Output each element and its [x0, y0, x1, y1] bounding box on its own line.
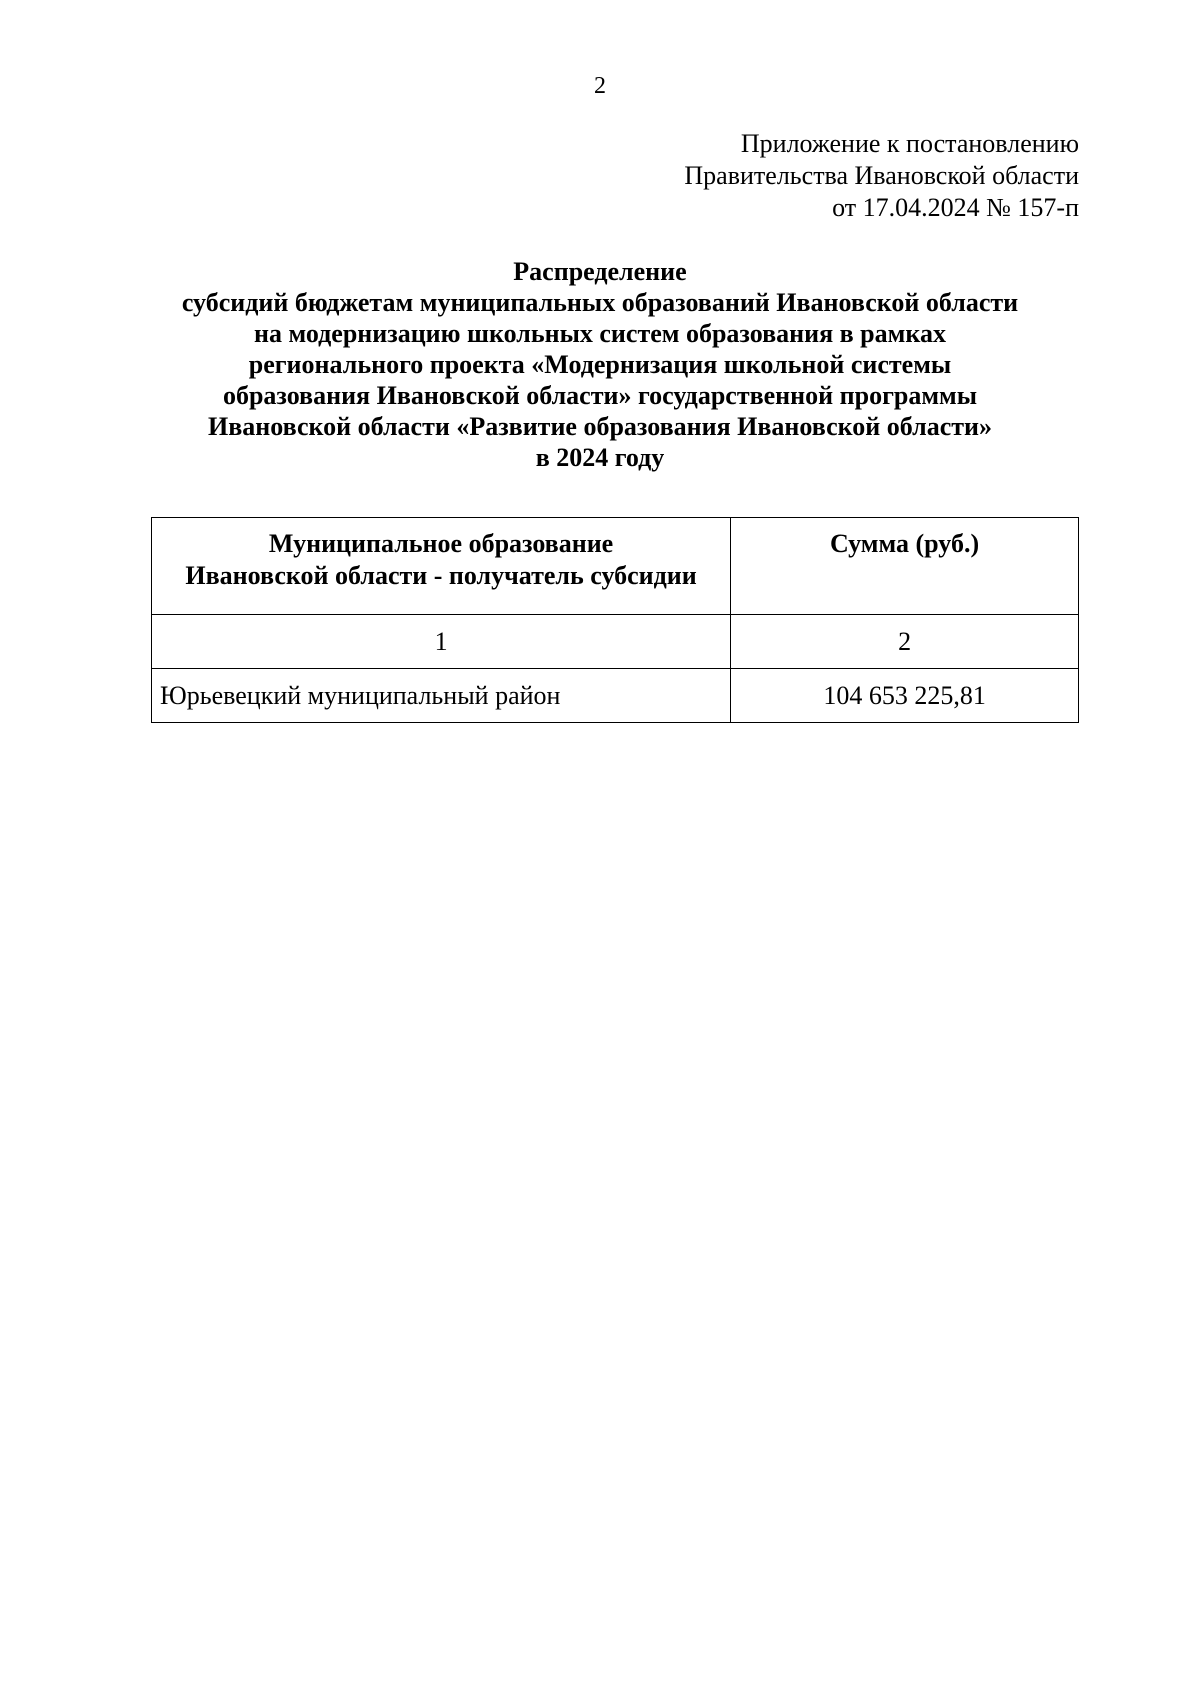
header-municipality — [152, 518, 731, 615]
title-line: регионального проекта «Модернизация школьной системы — [248, 350, 952, 379]
title-heading: Распределение — [513, 257, 687, 286]
title-line: образования Ивановской области» государственной программы — [222, 381, 978, 410]
appendix-line-3: от 17.04.2024 № 157-п — [832, 193, 1079, 222]
title-line: в 2024 году — [535, 443, 665, 472]
table-numbering-row — [152, 615, 1079, 669]
distribution-table — [151, 517, 1079, 723]
column-number-2: 2 — [731, 615, 1079, 669]
appendix-line-2: Правительства Ивановской области — [684, 161, 1079, 190]
table-row — [152, 669, 1079, 723]
municipality-cell: Юрьевецкий муниципальный район — [152, 669, 731, 723]
header-municipality-line-2: Ивановской области - получатель субсидии — [185, 561, 697, 590]
header-municipality-line-1: Муниципальное образование — [268, 529, 614, 558]
title-line: субсидий бюджетам муниципальных образований Ивановской области — [181, 288, 1019, 317]
title-line: Ивановской области «Развитие образования Ивановской области» — [207, 412, 992, 441]
amount-cell: 104 653 225,81 — [731, 669, 1079, 723]
appendix-block — [684, 128, 1079, 224]
page-number: 2 — [594, 73, 606, 99]
document-title — [100, 256, 1100, 473]
table-header-row — [152, 518, 1079, 615]
column-number-1: 1 — [152, 615, 731, 669]
header-amount: Сумма (руб.) — [731, 518, 1079, 615]
title-line: на модернизацию школьных систем образования в рамках — [254, 319, 946, 348]
appendix-line-1: Приложение к постановлению — [740, 129, 1079, 158]
